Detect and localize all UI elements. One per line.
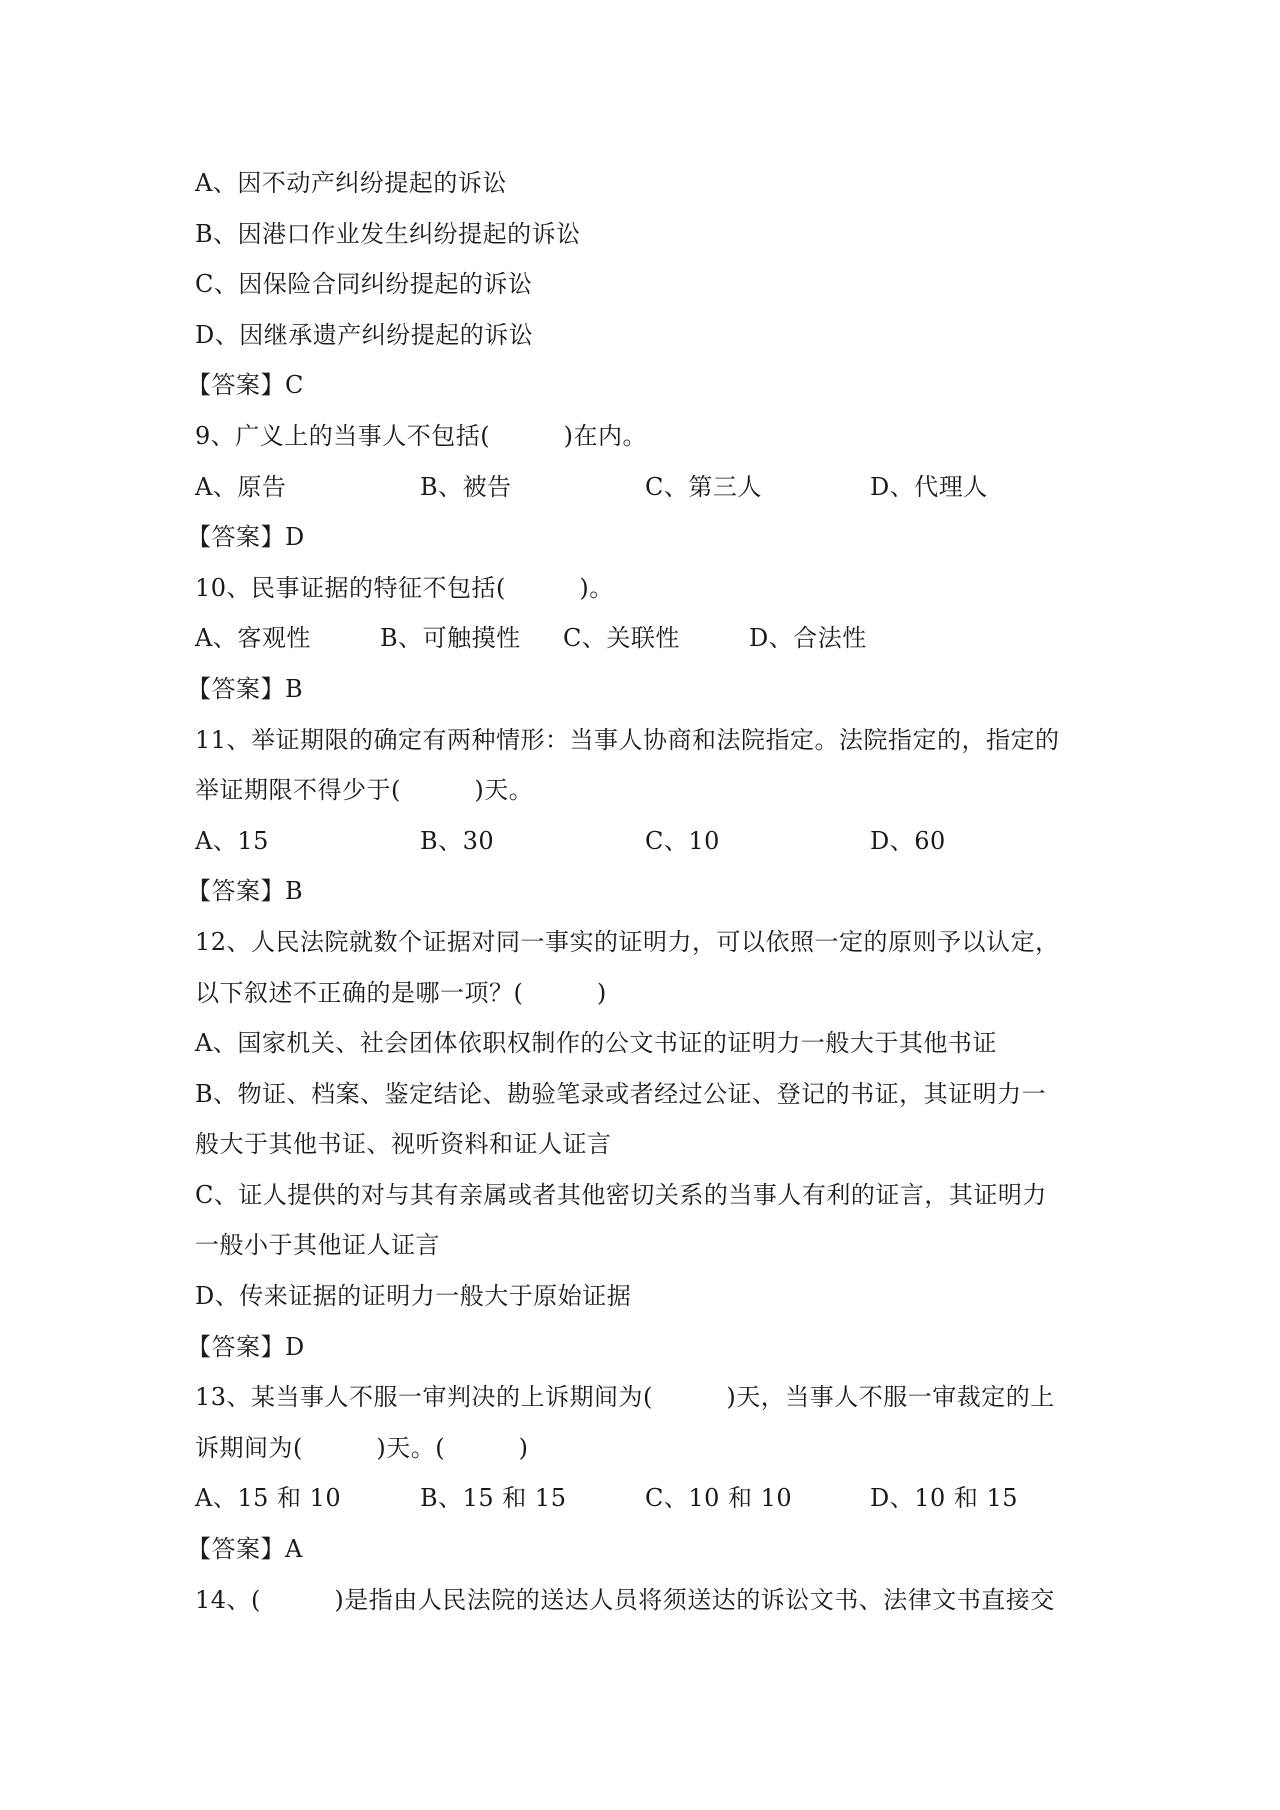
option-line: 般大于其他书证、视听资料和证人证言: [195, 1130, 612, 1159]
options-row: [195, 613, 1095, 664]
question-line: 9、广义上的当事人不包括( )在内。: [195, 421, 647, 450]
question-line: 诉期间为( )天。( ): [195, 1433, 529, 1462]
option-line: A、国家机关、社会团体依职权制作的公文书证的证明力一般大于其他书证: [195, 1029, 997, 1058]
option-line: B、物证、档案、鉴定结论、勘验笔录或者经过公证、登记的书证，其证明力一: [195, 1079, 1047, 1108]
option-item: B、30: [420, 826, 495, 855]
option-item: C、10 和 10: [645, 1484, 793, 1513]
option-line: 一般小于其他证人证言: [195, 1231, 440, 1260]
question-line: 12、人民法院就数个证据对同一事实的证明力，可以依照一定的原则予以认定，: [195, 927, 1060, 956]
option-item: B、可触摸性: [380, 624, 521, 653]
options-row: [195, 816, 1095, 867]
question-line: 以下叙述不正确的是哪一项？( ): [195, 978, 607, 1007]
option-item: A、15: [195, 826, 269, 855]
option-line: D、因继承遗产纠纷提起的诉讼: [195, 320, 534, 349]
option-line: B、因港口作业发生纠纷提起的诉讼: [195, 219, 581, 248]
answer-line: 【答案】C: [187, 371, 304, 400]
answer-line: 【答案】A: [187, 1535, 303, 1564]
options-row: [195, 1473, 1095, 1524]
document-body: [187, 158, 1095, 1625]
option-item: D、60: [870, 826, 946, 855]
option-line: C、因保险合同纠纷提起的诉讼: [195, 270, 533, 299]
option-item: B、被告: [420, 472, 512, 501]
option-line: D、传来证据的证明力一般大于原始证据: [195, 1282, 632, 1311]
option-item: C、10: [645, 826, 720, 855]
answer-line: 【答案】D: [187, 523, 305, 552]
option-line: C、证人提供的对与其有亲属或者其他密切关系的当事人有利的证言，其证明力: [195, 1180, 1047, 1209]
option-item: D、10 和 15: [870, 1484, 1019, 1513]
question-line: 举证期限不得少于( )天。: [195, 776, 534, 805]
question-line: 11、举证期限的确定有两种情形：当事人协商和法院指定。法院指定的，指定的: [195, 725, 1060, 754]
answer-line: 【答案】B: [187, 877, 304, 906]
answer-line: 【答案】B: [187, 674, 304, 703]
question-line: 14、( )是指由人民法院的送达人员将须送达的诉讼文书、法律文书直接交: [195, 1585, 1055, 1614]
options-row: [195, 462, 1095, 513]
answer-line: 【答案】D: [187, 1332, 305, 1361]
option-item: A、客观性: [195, 624, 311, 653]
option-item: A、15 和 10: [195, 1484, 342, 1513]
option-item: C、关联性: [563, 624, 680, 653]
option-line: A、因不动产纠纷提起的诉讼: [195, 169, 507, 197]
option-item: D、代理人: [870, 472, 988, 501]
question-line: 10、民事证据的特征不包括( )。: [195, 573, 614, 602]
question-line: 13、某当事人不服一审判决的上诉期间为( )天，当事人不服一审裁定的上: [195, 1383, 1055, 1412]
option-item: D、合法性: [749, 624, 867, 653]
option-item: C、第三人: [645, 472, 762, 501]
option-item: B、15 和 15: [420, 1484, 567, 1513]
option-item: A、原告: [195, 472, 287, 501]
